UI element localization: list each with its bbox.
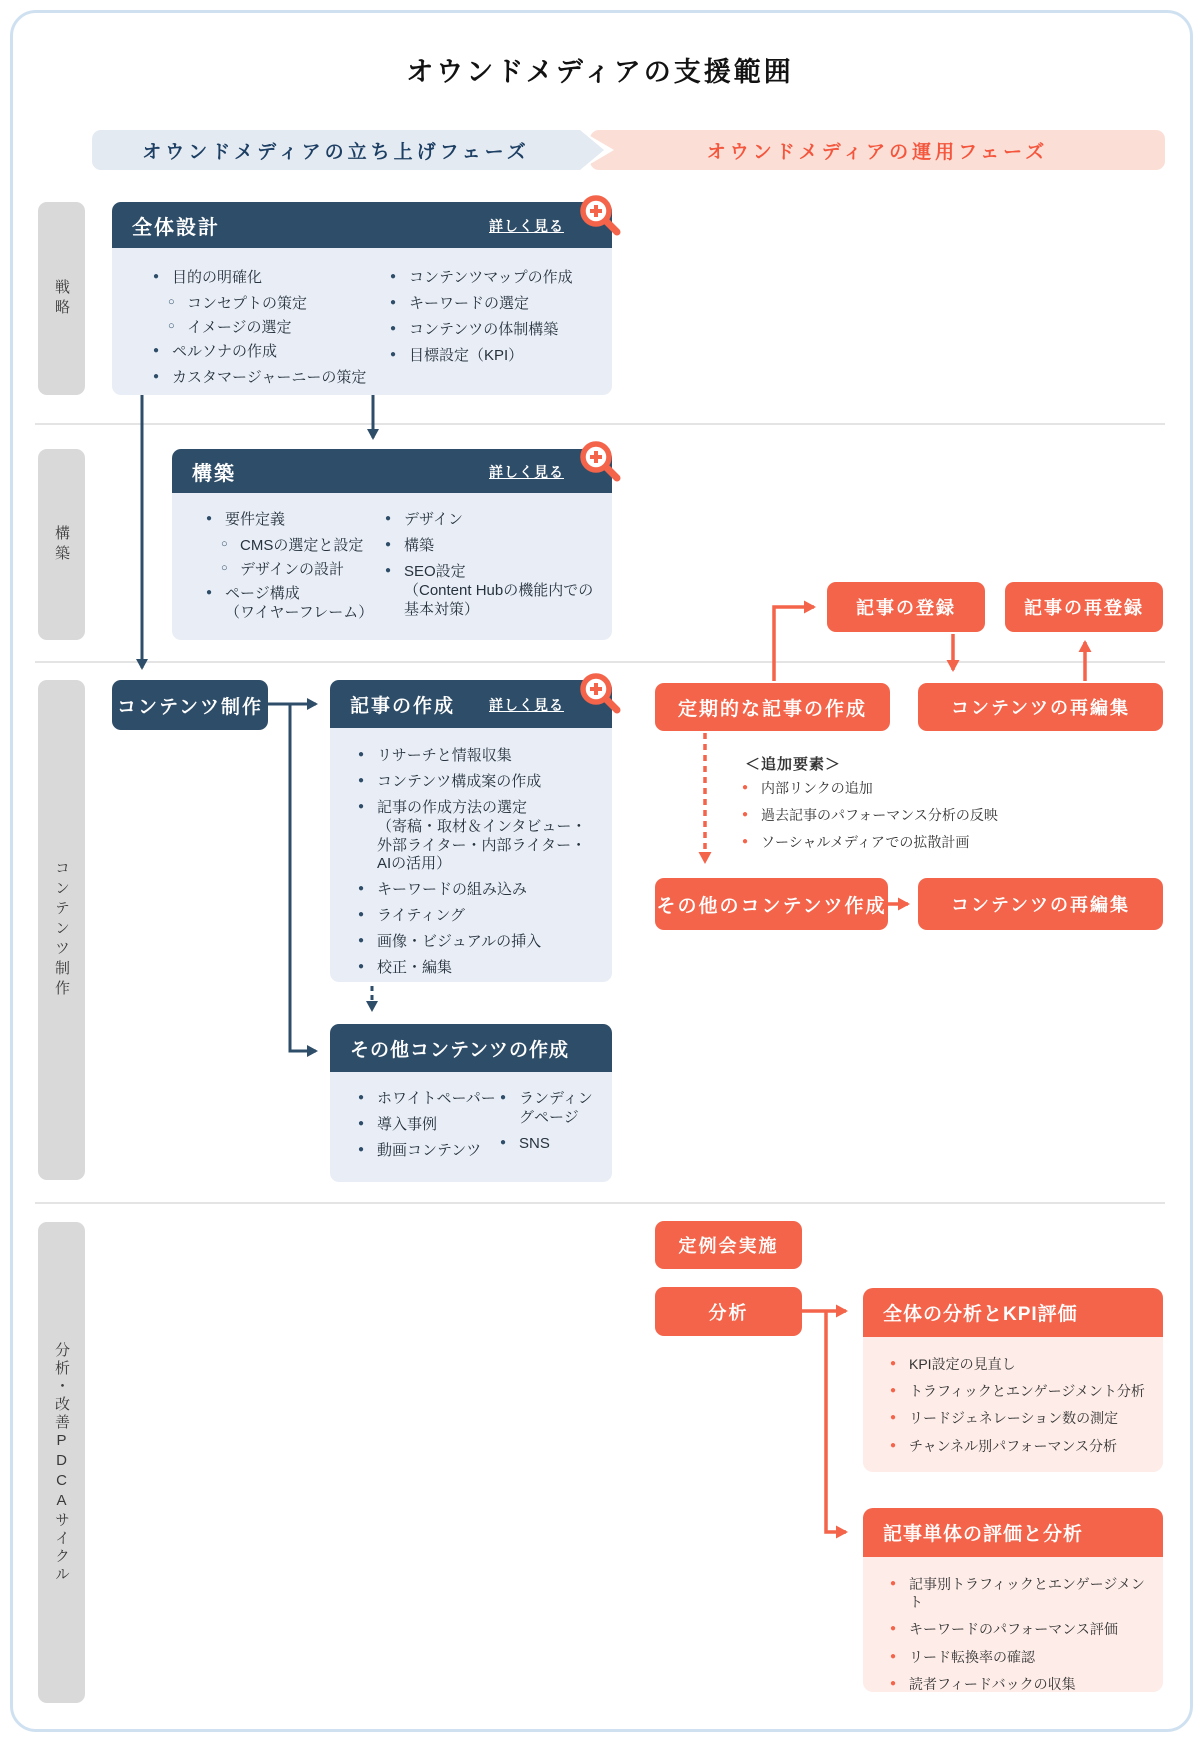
box-label: 記事の再登録: [1024, 598, 1144, 618]
panel-title: 全体設計: [132, 216, 220, 239]
sidebar-item-content-production: [38, 680, 85, 1180]
list-item: ● 過去記事のパフォーマンス分析の反映: [742, 806, 1072, 824]
list-item: ● 目標設定（KPI）: [390, 347, 605, 366]
list-item: ● 目的の明確化: [153, 269, 378, 288]
ribbon-launch-phase: [92, 130, 580, 170]
list-item: ● 要件定義: [206, 511, 396, 530]
panel-article-creation-header: [330, 680, 612, 728]
panel-title: 全体の分析とKPI評価: [883, 1304, 1078, 1325]
panel-title: 記事の作成: [350, 695, 456, 717]
panel-build-header: [172, 449, 612, 493]
sidebar-item-strategy: [38, 202, 85, 395]
list-item: ● カスタマージャーニーの策定: [153, 369, 378, 388]
list-item: ● トラフィックとエンゲージメント分析: [890, 1382, 1150, 1400]
panel-other-content-body: [330, 1072, 612, 1182]
sidebar-label: 構築: [53, 524, 70, 565]
ribbon-launch-label: オウンドメディアの立ち上げフェーズ: [142, 141, 530, 163]
section-divider: [35, 423, 1165, 425]
list-item: ● 記事別トラフィックとエンゲージメント: [890, 1575, 1152, 1611]
panel-build: [172, 449, 612, 640]
panel-article-analysis-header: [863, 1508, 1163, 1557]
panel-overall-analysis-body: [863, 1337, 1163, 1472]
list-item: ● リード転換率の確認: [890, 1648, 1152, 1666]
details-link[interactable]: 詳しく見る: [489, 464, 564, 480]
flow-box-regular-meeting: [655, 1221, 802, 1269]
details-link[interactable]: 詳しく見る: [489, 697, 564, 713]
list-item: ● 記事の作成方法の選定 （寄稿・取材＆インタビュー・外部ライター・内部ライター・AIの活用）: [358, 799, 598, 875]
box-label: その他のコンテンツ作成: [656, 895, 887, 917]
sidebar-item-build: [38, 449, 85, 640]
list-item: ● コンテンツの体制構築: [390, 321, 605, 340]
box-label: コンテンツの再編集: [950, 895, 1131, 915]
panel-title: 構築: [192, 462, 236, 485]
list-item: ● キーワードの組み込み: [358, 881, 598, 900]
list-item: ● ソーシャルメディアでの拡散計画: [742, 833, 1072, 851]
sidebar-item-analysis-pdca: [38, 1222, 85, 1703]
panel-overall-design: [112, 202, 612, 395]
list-item: ● ライティング: [358, 907, 598, 926]
list-item: ● リサーチと情報収集: [358, 747, 598, 766]
page-title: オウンドメディアの支援範囲: [406, 57, 794, 87]
magnifier-icon[interactable]: [577, 438, 623, 484]
list-item: ○ イメージの選定: [168, 319, 378, 338]
box-label: 分析: [708, 1302, 749, 1323]
magnifier-icon[interactable]: [577, 670, 623, 716]
additional-elements-list: [742, 779, 1072, 861]
section-divider: [35, 661, 1165, 663]
box-content-production: [112, 680, 268, 730]
list-item: ○ コンセプトの策定: [168, 295, 378, 314]
additional-elements-title: ＜追加要素＞: [745, 756, 842, 773]
box-label: 記事の登録: [856, 598, 956, 618]
ribbon-operation-phase: [590, 130, 1165, 170]
panel-overall-analysis: [863, 1288, 1163, 1472]
panel-overall-analysis-header: [863, 1288, 1163, 1337]
list-item: ● デザイン: [385, 511, 603, 530]
box-label: コンテンツ制作: [116, 696, 264, 718]
flow-box-content-reedit-top: [918, 683, 1163, 731]
section-divider: [35, 1202, 1165, 1204]
list-item: ● チャンネル別パフォーマンス分析: [890, 1437, 1150, 1455]
list-item: ● ホワイトペーパー: [358, 1090, 498, 1109]
flow-box-article-reregister: [1005, 582, 1163, 632]
sidebar-label: コンテンツ制作: [53, 860, 70, 1000]
list-item: ● ページ構成 （ワイヤーフレーム）: [206, 585, 396, 623]
list-item: ● 校正・編集: [358, 959, 598, 978]
list-item: ● 読者フィードバックの収集: [890, 1675, 1152, 1693]
list-item: ● 導入事例: [358, 1116, 498, 1135]
flow-box-periodic-articles: [655, 683, 890, 731]
panel-article-creation-body: [330, 728, 612, 982]
list-item: ● 動画コンテンツ: [358, 1142, 498, 1161]
sidebar-label: 戦略: [53, 278, 70, 319]
list-item: ● コンテンツマップの作成: [390, 269, 605, 288]
magnifier-icon[interactable]: [577, 192, 623, 238]
sidebar-label: 分析・改善PDCAサイクル: [53, 1341, 70, 1584]
panel-title: その他コンテンツの作成: [350, 1039, 570, 1061]
box-label: コンテンツの再編集: [950, 698, 1131, 718]
list-item: ○ デザインの設計: [221, 561, 396, 580]
list-item: ● SNS: [500, 1135, 596, 1154]
panel-article-analysis-body: [863, 1557, 1163, 1692]
panel-overall-design-body: [112, 248, 612, 395]
panel-other-content-header: [330, 1024, 612, 1072]
flow-box-content-reedit-bottom: [918, 878, 1163, 930]
panel-build-body: [172, 493, 612, 640]
list-item: ● コンテンツ構成案の作成: [358, 773, 598, 792]
ribbon-chevron: [580, 130, 604, 170]
list-item: ● キーワードの選定: [390, 295, 605, 314]
list-item: ● KPI設定の見直し: [890, 1355, 1150, 1373]
panel-other-content: [330, 1024, 612, 1182]
list-item: ● キーワードのパフォーマンス評価: [890, 1620, 1152, 1638]
panel-article-analysis: [863, 1508, 1163, 1692]
list-item: ● 内部リンクの追加: [742, 779, 1072, 797]
ribbon-operation-label: オウンドメディアの運用フェーズ: [706, 141, 1049, 163]
flow-box-analysis: [655, 1287, 802, 1336]
list-item: ● ペルソナの作成: [153, 343, 378, 362]
list-item: ● 画像・ビジュアルの挿入: [358, 933, 598, 952]
list-item: ● 構築: [385, 537, 603, 556]
panel-article-creation: [330, 680, 612, 982]
list-item: ○ CMSの選定と設定: [221, 537, 396, 556]
details-link[interactable]: 詳しく見る: [489, 218, 564, 234]
list-item: ● SEO設定 （Content Hubの機能内での基本対策）: [385, 563, 603, 620]
flow-box-other-content: [655, 878, 888, 930]
box-label: 定期的な記事の作成: [677, 698, 867, 720]
flow-box-article-register: [827, 582, 985, 632]
panel-overall-design-header: [112, 202, 612, 248]
list-item: ● リードジェネレーション数の測定: [890, 1409, 1150, 1427]
list-item: ● ランディングページ: [500, 1090, 596, 1128]
panel-title: 記事単体の評価と分析: [883, 1524, 1084, 1545]
box-label: 定例会実施: [678, 1236, 779, 1256]
